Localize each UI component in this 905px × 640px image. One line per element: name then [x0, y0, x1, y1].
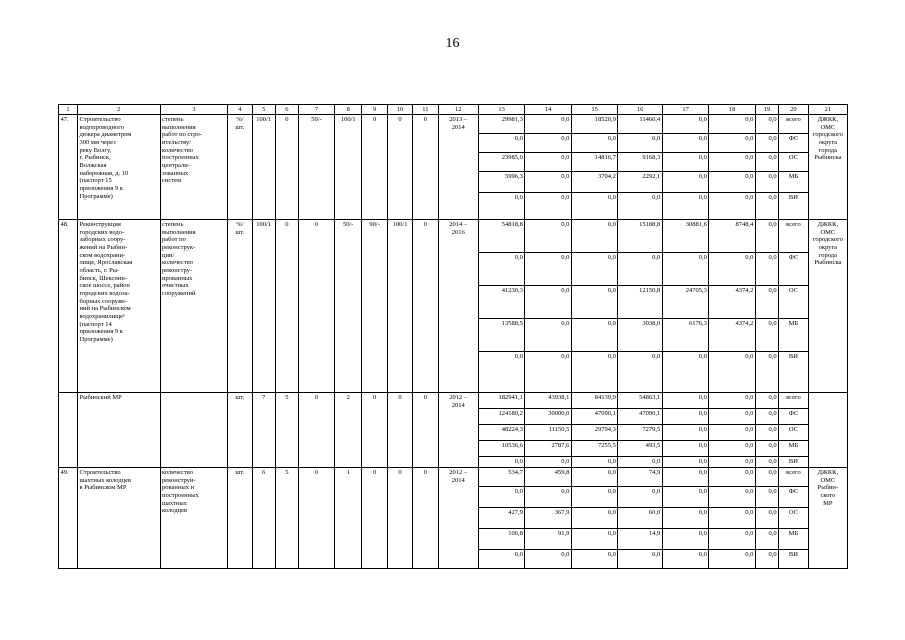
funding-value: 0,0 [755, 508, 778, 529]
funding-value: 0,0 [571, 468, 618, 487]
funding-value: 0,0 [478, 193, 525, 220]
funding-source: всего [779, 393, 809, 409]
funding-value: 24705,3 [662, 286, 709, 319]
funding-source: МБ [779, 172, 809, 193]
funding-value: 459,8 [525, 468, 572, 487]
funding-value: 0,0 [662, 193, 709, 220]
funding-source: ОС [779, 286, 809, 319]
funding-value: 8748,4 [709, 220, 756, 253]
funding-value: 54818,8 [478, 220, 525, 253]
funding-value: 0,0 [662, 457, 709, 468]
funding-value: 0,0 [571, 352, 618, 393]
table-row [59, 115, 848, 134]
funding-value: 0,0 [709, 409, 756, 425]
funding-value: 84139,9 [571, 393, 618, 409]
column-number: 20 [779, 105, 809, 115]
funding-value: 0,0 [755, 550, 778, 569]
funding-value: 0,0 [618, 253, 662, 286]
funding-value: 0,0 [478, 487, 525, 508]
funding-value: 0,0 [662, 115, 709, 134]
funding-value: 0,0 [662, 468, 709, 487]
table-body [59, 105, 848, 569]
funding-value: 47090,1 [571, 409, 618, 425]
funding-value: 29981,3 [478, 115, 525, 134]
funding-value: 30881,6 [662, 220, 709, 253]
year-value: 0 [413, 468, 438, 569]
period: 2013 – 2014 [438, 115, 478, 220]
funding-source: МБ [779, 319, 809, 352]
column-number: 8 [335, 105, 362, 115]
funding-value: 0,0 [525, 286, 572, 319]
year-value: 0 [413, 115, 438, 220]
column-number: 9 [362, 105, 387, 115]
year-value: 2 [335, 393, 362, 468]
year-value: 100/1 [335, 115, 362, 220]
funding-source: ВИ [779, 352, 809, 393]
unit: шт. [228, 393, 252, 468]
year-value: 5 [275, 468, 298, 569]
funding-value: 0,0 [709, 550, 756, 569]
funding-value: 48224,3 [478, 425, 525, 441]
funding-value: 0,0 [478, 352, 525, 393]
year-value: 0 [387, 115, 412, 220]
column-number: 5 [252, 105, 275, 115]
column-number: 12 [438, 105, 478, 115]
column-number-row [59, 105, 848, 115]
funding-value: 11150,5 [525, 425, 572, 441]
column-number: 2 [78, 105, 160, 115]
funding-value: 0,0 [709, 487, 756, 508]
funding-value: 0,0 [755, 468, 778, 487]
indicator-name [160, 393, 228, 468]
funding-value: 13588,5 [478, 319, 525, 352]
funding-value: 10536,6 [478, 441, 525, 457]
funding-value: 0,0 [525, 319, 572, 352]
target-value: 7 [252, 393, 275, 468]
funding-value: 0,0 [709, 529, 756, 550]
row-number: 49. [59, 468, 78, 569]
funding-value: 0,0 [755, 193, 778, 220]
year-value: 90/- [362, 220, 387, 393]
funding-value: 0,0 [525, 352, 572, 393]
funding-value: 23985,0 [478, 153, 525, 172]
year-value: 5 [275, 393, 298, 468]
funding-value: 41230,3 [478, 286, 525, 319]
funding-value: 14,9 [618, 529, 662, 550]
funding-value: 3038,0 [618, 319, 662, 352]
funding-value: 0,0 [571, 487, 618, 508]
funding-value: 0,0 [709, 425, 756, 441]
table-row [59, 220, 848, 253]
funding-value: 0,0 [662, 425, 709, 441]
funding-source: ОС [779, 425, 809, 441]
funding-value: 74,9 [618, 468, 662, 487]
executor: ДЖКК, ОМС городского округа города Рыбинска [808, 115, 847, 220]
funding-source: ОС [779, 153, 809, 172]
funding-source: всего [779, 115, 809, 134]
funding-value: 0,0 [525, 134, 572, 153]
funding-source: всего [779, 468, 809, 487]
funding-value: 0,0 [525, 487, 572, 508]
funding-value: 30000,0 [525, 409, 572, 425]
funding-value: 0,0 [525, 457, 572, 468]
funding-value: 0,0 [709, 172, 756, 193]
funding-value: 367,9 [525, 508, 572, 529]
funding-value: 0,0 [571, 319, 618, 352]
funding-value: 0,0 [525, 220, 572, 253]
column-number: 13 [478, 105, 525, 115]
funding-value: 60,0 [618, 508, 662, 529]
row-number: 47. [59, 115, 78, 220]
funding-value: 0,0 [571, 529, 618, 550]
funding-value: 0,0 [755, 441, 778, 457]
funding-value: 0,0 [662, 550, 709, 569]
unit: %/ шт. [228, 220, 252, 393]
page-number: 16 [445, 36, 460, 51]
funding-value: 0,0 [662, 508, 709, 529]
funding-value: 3704,2 [571, 172, 618, 193]
funding-value: 0,0 [755, 286, 778, 319]
funding-value: 0,0 [709, 193, 756, 220]
funding-value: 0,0 [525, 193, 572, 220]
funding-value: 0,0 [662, 172, 709, 193]
funding-value: 0,0 [755, 134, 778, 153]
table-row [59, 393, 848, 409]
funding-value: 427,9 [478, 508, 525, 529]
funding-value: 0,0 [755, 220, 778, 253]
measure-name: Реконструкция городских водо- заборных соору- жений на Рыбин- ском водохрани- лище, Ярославская область, г. Ры- бинск, Шекснин- ское шоссе, район городских водоза- борных сооруже- ний на Рыбинском водохранилище¹ (паспорт 14 приложения 9 к Программе) [78, 220, 160, 393]
year-value: 100/1 [387, 220, 412, 393]
funding-value: 124180,2 [478, 409, 525, 425]
funding-value: 0,0 [709, 134, 756, 153]
funding-value: 54863,1 [618, 393, 662, 409]
funding-source: ФС [779, 409, 809, 425]
funding-value: 0,0 [571, 220, 618, 253]
funding-value: 0,0 [618, 487, 662, 508]
target-value: 100/1 [252, 115, 275, 220]
funding-value: 0,0 [525, 115, 572, 134]
funding-value: 534,7 [478, 468, 525, 487]
funding-value: 0,0 [525, 172, 572, 193]
executor [808, 393, 847, 468]
column-number: 17 [662, 105, 709, 115]
funding-value: 7279,5 [618, 425, 662, 441]
funding-value: 0,0 [662, 441, 709, 457]
indicator-name: количество реконструи- рованных и построенных шахтных колодцев [160, 468, 228, 569]
column-number: 10 [387, 105, 412, 115]
funding-value: 0,0 [571, 508, 618, 529]
funding-value: 182941,1 [478, 393, 525, 409]
unit: %/ шт. [228, 115, 252, 220]
year-value: 1 [335, 468, 362, 569]
executor: ДЖКК, ОМС Рыбин- ского МР [808, 468, 847, 569]
funding-value: 0,0 [662, 409, 709, 425]
funding-value: 0,0 [662, 352, 709, 393]
measure-name: Строительство шахтных колодцев в Рыбинском МР [78, 468, 160, 569]
year-value: 0 [275, 115, 298, 220]
funding-value: 0,0 [525, 253, 572, 286]
funding-value: 0,0 [571, 457, 618, 468]
funding-value: 0,0 [755, 352, 778, 393]
funding-value: 106,8 [478, 529, 525, 550]
funding-value: 7255,5 [571, 441, 618, 457]
funding-value: 0,0 [755, 319, 778, 352]
funding-value: 5996,3 [478, 172, 525, 193]
column-number: 4 [228, 105, 252, 115]
funding-value: 0,0 [755, 253, 778, 286]
funding-value: 15188,8 [618, 220, 662, 253]
funding-value: 0,0 [709, 508, 756, 529]
year-value: 0 [387, 393, 412, 468]
funding-source: ФС [779, 134, 809, 153]
funding-source: всего [779, 220, 809, 253]
funding-value: 4374,2 [709, 286, 756, 319]
funding-value: 0,0 [709, 441, 756, 457]
funding-value: 0,0 [525, 550, 572, 569]
row-number [59, 393, 78, 468]
year-value: 50/- [299, 115, 335, 220]
funding-value: 0,0 [709, 457, 756, 468]
funding-value: 0,0 [662, 487, 709, 508]
column-number: 19 [755, 105, 778, 115]
funding-value: 0,0 [755, 172, 778, 193]
funding-value: 0,0 [755, 487, 778, 508]
funding-source: ВИ [779, 550, 809, 569]
funding-value: 11460,4 [618, 115, 662, 134]
funding-value: 0,0 [755, 153, 778, 172]
funding-value: 9168,3 [618, 153, 662, 172]
funding-source: ФС [779, 487, 809, 508]
funding-value: 29794,3 [571, 425, 618, 441]
funding-value: 0,0 [662, 153, 709, 172]
funding-source: МБ [779, 441, 809, 457]
year-value: 0 [413, 393, 438, 468]
column-number: 18 [709, 105, 756, 115]
table-row [59, 468, 848, 487]
funding-value: 0,0 [618, 457, 662, 468]
year-value: 50/- [335, 220, 362, 393]
year-value: 0 [413, 220, 438, 393]
column-number: 6 [275, 105, 298, 115]
funding-value: 0,0 [618, 352, 662, 393]
funding-value: 47090,1 [618, 409, 662, 425]
funding-value: 43938,1 [525, 393, 572, 409]
year-value: 0 [387, 468, 412, 569]
funding-value: 0,0 [478, 457, 525, 468]
funding-value: 0,0 [571, 286, 618, 319]
funding-value: 0,0 [478, 134, 525, 153]
funding-value: 0,0 [709, 352, 756, 393]
executor: ДЖКК, ОМС городского округа города Рыбинска [808, 220, 847, 393]
funding-value: 6176,3 [662, 319, 709, 352]
year-value: 0 [299, 393, 335, 468]
column-number: 21 [808, 105, 847, 115]
funding-value: 0,0 [709, 253, 756, 286]
funding-value: 0,0 [709, 393, 756, 409]
period: 2012 – 2014 [438, 468, 478, 569]
funding-value: 2787,6 [525, 441, 572, 457]
funding-value: 2292,1 [618, 172, 662, 193]
funding-value: 0,0 [709, 153, 756, 172]
funding-value: 0,0 [662, 253, 709, 286]
funding-value: 0,0 [662, 134, 709, 153]
funding-source: ОС [779, 508, 809, 529]
funding-value: 0,0 [755, 457, 778, 468]
column-number: 1 [59, 105, 78, 115]
indicator-name: степень выполнения работ по реконструк- ции/ количество реконстру- ированных очистных сооружений [160, 220, 228, 393]
funding-value: 0,0 [662, 393, 709, 409]
funding-source: МБ [779, 529, 809, 550]
unit: шт. [228, 468, 252, 569]
year-value: 0 [362, 393, 387, 468]
period: 2014 – 2016 [438, 220, 478, 393]
funding-value: 0,0 [662, 529, 709, 550]
funding-value: 493,5 [618, 441, 662, 457]
program-table [58, 104, 848, 569]
funding-value: 0,0 [571, 253, 618, 286]
funding-value: 91,9 [525, 529, 572, 550]
column-number: 15 [571, 105, 618, 115]
funding-value: 0,0 [571, 134, 618, 153]
funding-value: 0,0 [618, 550, 662, 569]
target-value: 100/1 [252, 220, 275, 393]
period: 2012 – 2014 [438, 393, 478, 468]
funding-value: 14816,7 [571, 153, 618, 172]
measure-name: Рыбинский МР [78, 393, 160, 468]
funding-value: 18520,9 [571, 115, 618, 134]
funding-value: 0,0 [709, 115, 756, 134]
funding-value: 4374,2 [709, 319, 756, 352]
funding-source: ВИ [779, 193, 809, 220]
funding-value: 0,0 [571, 193, 618, 220]
funding-value: 0,0 [618, 134, 662, 153]
funding-value: 0,0 [709, 468, 756, 487]
column-number: 7 [299, 105, 335, 115]
funding-value: 0,0 [525, 153, 572, 172]
measure-name: Строительство водопроводного дюкера диаметром 300 мм через реку Волгу, г. Рыбинск, Волжская набережная, д. 10 (паспорт 15 приложения 9 к Программе) [78, 115, 160, 220]
indicator-name: степень выполнения работ по стро- ительству/ количество построенных централи- зованных систем [160, 115, 228, 220]
year-value: 0 [275, 220, 298, 393]
year-value: 0 [362, 468, 387, 569]
funding-source: ФС [779, 253, 809, 286]
year-value: 0 [362, 115, 387, 220]
column-number: 16 [618, 105, 662, 115]
funding-value: 0,0 [755, 115, 778, 134]
column-number: 11 [413, 105, 438, 115]
funding-value: 0,0 [478, 550, 525, 569]
funding-value: 0,0 [478, 253, 525, 286]
funding-value: 0,0 [755, 425, 778, 441]
funding-value: 12150,8 [618, 286, 662, 319]
column-number: 14 [525, 105, 572, 115]
funding-value: 0,0 [755, 393, 778, 409]
row-number: 48. [59, 220, 78, 393]
year-value: 0 [299, 468, 335, 569]
target-value: 6 [252, 468, 275, 569]
funding-value: 0,0 [755, 529, 778, 550]
funding-value: 0,0 [571, 550, 618, 569]
column-number: 3 [160, 105, 228, 115]
funding-value: 0,0 [618, 193, 662, 220]
year-value: 0 [299, 220, 335, 393]
funding-value: 0,0 [755, 409, 778, 425]
funding-source: ВИ [779, 457, 809, 468]
